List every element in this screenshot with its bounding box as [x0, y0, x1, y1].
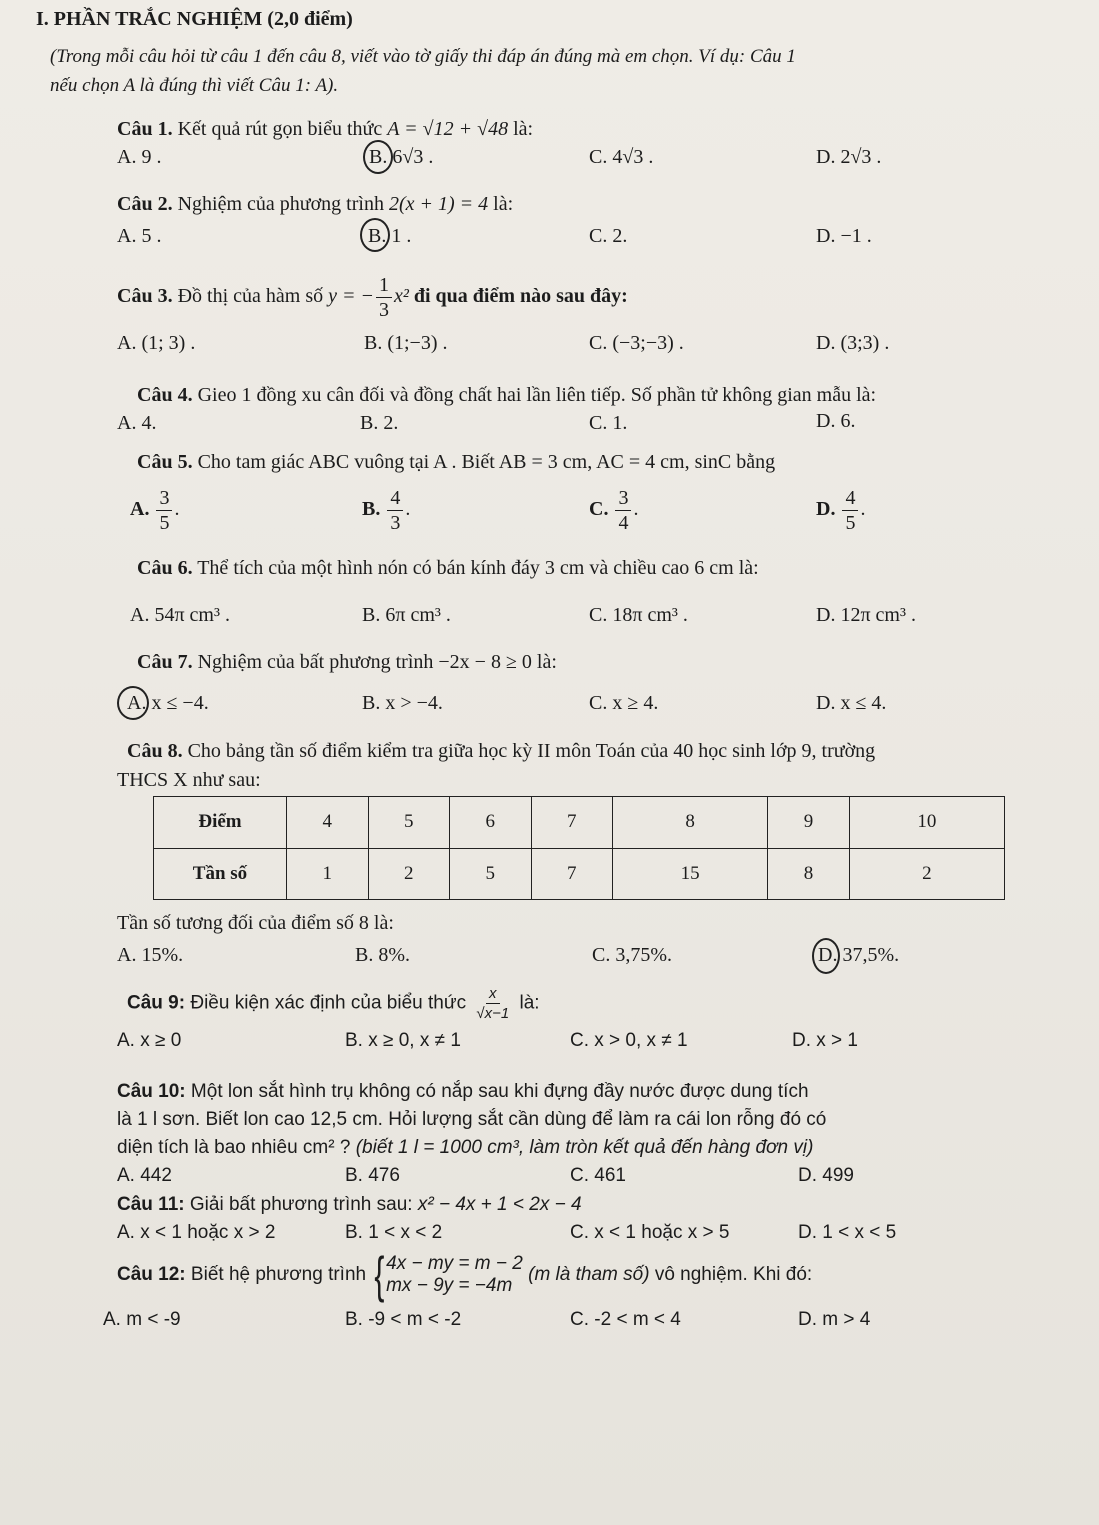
q12-option-b: B. -9 < m < -2 — [345, 1309, 462, 1330]
q4-option-b: B. 2. — [360, 412, 399, 434]
question-label: Câu 9: — [127, 992, 186, 1014]
table-cell: 7 — [531, 797, 613, 849]
fraction — [473, 986, 512, 1021]
question-text: Giải bất phương trình sau: — [189, 1194, 413, 1215]
question-tail: vô nghiệm. Khi đó: — [654, 1264, 813, 1286]
answer-circle-mark — [360, 218, 390, 252]
fraction-denominator: 3 — [390, 512, 401, 534]
q4-option-a: A. 4. — [117, 412, 157, 434]
q4-option-c: C. 1. — [589, 412, 628, 434]
table-cell: 5 — [450, 848, 532, 900]
q5-option-a: A. $\frac{3}{5}$ . — [130, 487, 180, 534]
question-12 — [117, 1247, 813, 1303]
q1-option-a: A. 9 . — [117, 146, 162, 168]
answer-circle-mark — [117, 686, 149, 720]
section-title: I. PHẦN TRẮC NGHIỆM (2,0 điểm) — [36, 8, 353, 30]
table-header-cell: Tần số — [154, 848, 287, 900]
question-expression-right: x² — [393, 285, 409, 308]
table-cell: 5 — [368, 797, 450, 849]
fraction-denominator: 3 — [378, 299, 389, 321]
question-text: Cho tam giác ABC vuông tại A . Biết AB = 3 cm, AC = 4 cm, sinC bằng — [197, 451, 776, 473]
table-cell: 2 — [849, 848, 1004, 900]
q6-option-a: A. 54π cm³ . — [130, 604, 230, 626]
q10-option-b: B. 476 — [345, 1165, 400, 1186]
question-note: (m là tham số) — [528, 1264, 650, 1286]
question-4 — [137, 384, 876, 407]
q3-option-b: B. (1;−3) . — [364, 332, 448, 354]
question-tail: là: — [513, 118, 534, 140]
frequency-table — [153, 796, 1005, 900]
table-header-cell: Điểm — [154, 797, 287, 849]
q7-option-a: A. x ≤ −4. — [127, 692, 209, 714]
table-row — [154, 848, 1005, 900]
question-text: Điều kiện xác định của biểu thức — [190, 992, 467, 1014]
question-label: Câu 10: — [117, 1081, 186, 1102]
question-label: Câu 5. — [137, 451, 193, 473]
question-label: Câu 11: — [117, 1194, 185, 1215]
question-tail: là: — [493, 193, 514, 215]
question-text: diện tích là bao nhiêu cm² ? — [117, 1137, 351, 1158]
q6-option-d: D. 12π cm³ . — [816, 604, 916, 626]
q5-option-b: B. $\frac{4}{3}$ . — [362, 487, 411, 534]
q9-option-b: B. x ≥ 0, x ≠ 1 — [345, 1030, 461, 1051]
instruction-line-2: nếu chọn A là đúng thì viết Câu 1: A). — [50, 75, 339, 96]
answer-circle-mark — [812, 938, 840, 974]
question-10-line-2: là 1 l sơn. Biết lon cao 12,5 cm. Hỏi lượng sắt cần dùng để làm ra cái lon rỗng đó có — [117, 1109, 827, 1130]
answer-circle-mark — [363, 140, 393, 174]
question-text: Kết quả rút gọn biểu thức — [177, 118, 383, 140]
question-label: Câu 12: — [117, 1264, 186, 1286]
q7-option-b: B. x > −4. — [362, 692, 443, 714]
q1-option-d: D. 2√3 . — [816, 146, 882, 168]
table-cell: 8 — [768, 848, 850, 900]
question-hint: (biết 1 l = 1000 cm³, làm tròn kết quả đến hàng đơn vị) — [355, 1137, 814, 1158]
q4-option-d: D. 6. — [816, 410, 856, 432]
equation-2: mx − 9y = −4m — [386, 1275, 513, 1296]
question-text: Cho bảng tần số điểm kiểm tra giữa học kỳ II môn Toán của 40 học sinh lớp 9, trường — [187, 740, 876, 762]
question-5 — [137, 451, 775, 474]
question-9 — [127, 986, 540, 1021]
question-11 — [117, 1194, 582, 1216]
table-cell: 10 — [849, 797, 1004, 849]
table-cell: 1 — [287, 848, 369, 900]
question-text: Đồ thị của hàm số — [177, 285, 324, 308]
q8-option-d: D. 37,5%. — [818, 944, 900, 966]
q10-option-a: A. 442 — [117, 1165, 172, 1186]
q8-option-b: B. 8%. — [355, 944, 410, 966]
question-label: Câu 3. — [117, 285, 173, 308]
table-cell: 2 — [368, 848, 450, 900]
question-label: Câu 8. — [127, 740, 183, 762]
q12-option-c: C. -2 < m < 4 — [570, 1309, 681, 1330]
q2-option-b: B. 1 . — [368, 225, 412, 247]
system-brace: { — [374, 1247, 385, 1303]
q9-option-c: C. x > 0, x ≠ 1 — [570, 1030, 688, 1051]
question-label: Câu 7. — [137, 651, 193, 673]
fraction — [156, 488, 172, 533]
option-letter: C. — [589, 498, 609, 521]
q10-option-c: C. 461 — [570, 1165, 626, 1186]
fraction-denominator: 4 — [618, 512, 629, 534]
q2-option-c: C. 2. — [589, 225, 628, 247]
question-6 — [137, 557, 759, 580]
question-text: Nghiệm của bất phương trình −2x − 8 ≥ 0 là: — [197, 651, 557, 673]
q10-option-d: D. 499 — [798, 1165, 854, 1186]
table-cell: 4 — [287, 797, 369, 849]
q11-option-d: D. 1 < x < 5 — [798, 1222, 897, 1243]
question-7 — [137, 651, 557, 674]
q12-option-a: A. m < -9 — [103, 1309, 181, 1330]
q6-option-c: C. 18π cm³ . — [589, 604, 688, 626]
fraction — [842, 488, 858, 533]
option-letter: A. — [130, 498, 150, 521]
question-text: Nghiệm của phương trình — [177, 193, 384, 215]
equation-1: 4x − my = m − 2 — [386, 1253, 523, 1275]
q3-option-c: C. (−3;−3) . — [589, 332, 684, 354]
question-label: Câu 2. — [117, 193, 173, 215]
q2-option-a: A. 5 . — [117, 225, 162, 247]
question-8-line-2: THCS X như sau: — [117, 769, 261, 791]
q5-option-d: D. $\frac{4}{5}$ . — [816, 487, 866, 534]
fraction-numerator: x — [486, 986, 500, 1004]
fraction-denominator: √x−1 — [476, 1005, 510, 1022]
question-text: Biết hệ phương trình — [190, 1264, 367, 1286]
question-10-line-3 — [117, 1137, 813, 1159]
q1-option-c: C. 4√3 . — [589, 146, 654, 168]
question-label: Câu 6. — [137, 557, 193, 579]
q12-option-d: D. m > 4 — [798, 1309, 871, 1330]
question-expression: A = √12 + √48 — [387, 118, 509, 140]
question-8 — [127, 740, 875, 763]
fraction — [376, 275, 392, 320]
q11-option-c: C. x < 1 hoặc x > 5 — [570, 1222, 730, 1243]
question-text: Một lon sắt hình trụ không có nắp sau khi đựng đầy nước được dung tích — [190, 1081, 809, 1102]
question-tail: đi qua điểm nào sau đây: — [413, 285, 628, 308]
question-10 — [117, 1081, 809, 1103]
question-8-prompt: Tần số tương đối của điểm số 8 là: — [117, 912, 394, 934]
question-tail: là: — [519, 992, 540, 1014]
q8-option-c: C. 3,75%. — [592, 944, 672, 966]
equation-system — [386, 1253, 523, 1297]
q9-option-d: D. x > 1 — [792, 1030, 858, 1051]
fraction-denominator: 5 — [159, 512, 170, 534]
table-cell: 6 — [450, 797, 532, 849]
question-3 — [117, 275, 628, 320]
q11-option-a: A. x < 1 hoặc x > 2 — [117, 1222, 276, 1243]
question-1 — [117, 118, 533, 141]
fraction — [387, 488, 403, 533]
table-row — [154, 797, 1005, 849]
q8-option-a: A. 15%. — [117, 944, 184, 966]
question-text: Thể tích của một hình nón có bán kính đáy 3 cm và chiều cao 6 cm là: — [197, 557, 759, 579]
question-label: Câu 1. — [117, 118, 173, 140]
table-cell: 15 — [613, 848, 768, 900]
table-cell: 9 — [768, 797, 850, 849]
question-text: Gieo 1 đồng xu cân đối và đồng chất hai lần liên tiếp. Số phần tử không gian mẫu là: — [197, 384, 877, 406]
fraction-numerator: 1 — [376, 275, 392, 298]
fraction-numerator: 4 — [842, 488, 858, 511]
fraction-denominator: 5 — [845, 512, 856, 534]
q3-option-d: D. (3;3) . — [816, 332, 890, 354]
q5-option-c: C. $\frac{3}{4}$ . — [589, 487, 639, 534]
fraction-numerator: 4 — [387, 488, 403, 511]
option-letter: D. — [816, 498, 836, 521]
question-expression: 2(x + 1) = 4 — [388, 193, 489, 215]
table-cell: 8 — [613, 797, 768, 849]
q1-option-b: B. 6√3 . — [369, 146, 434, 168]
question-expression-left: y = − — [328, 285, 374, 308]
fraction-numerator: 3 — [615, 488, 631, 511]
question-2 — [117, 193, 513, 216]
q9-option-a: A. x ≥ 0 — [117, 1030, 182, 1051]
question-label: Câu 4. — [137, 384, 193, 406]
q7-option-c: C. x ≥ 4. — [589, 692, 659, 714]
fraction-numerator: 3 — [156, 488, 172, 511]
q2-option-d: D. −1 . — [816, 225, 872, 247]
question-expression: x² − 4x + 1 < 2x − 4 — [417, 1194, 582, 1215]
instruction-line-1: (Trong mỗi câu hỏi từ câu 1 đến câu 8, viết vào tờ giấy thi đáp án đúng mà em chọn. Ví dụ: Câu 1 — [50, 46, 796, 67]
q11-option-b: B. 1 < x < 2 — [345, 1222, 443, 1243]
option-letter: B. — [362, 498, 381, 521]
fraction — [615, 488, 631, 533]
q7-option-d: D. x ≤ 4. — [816, 692, 887, 714]
q6-option-b: B. 6π cm³ . — [362, 604, 451, 626]
q3-option-a: A. (1; 3) . — [117, 332, 196, 354]
table-cell: 7 — [531, 848, 613, 900]
